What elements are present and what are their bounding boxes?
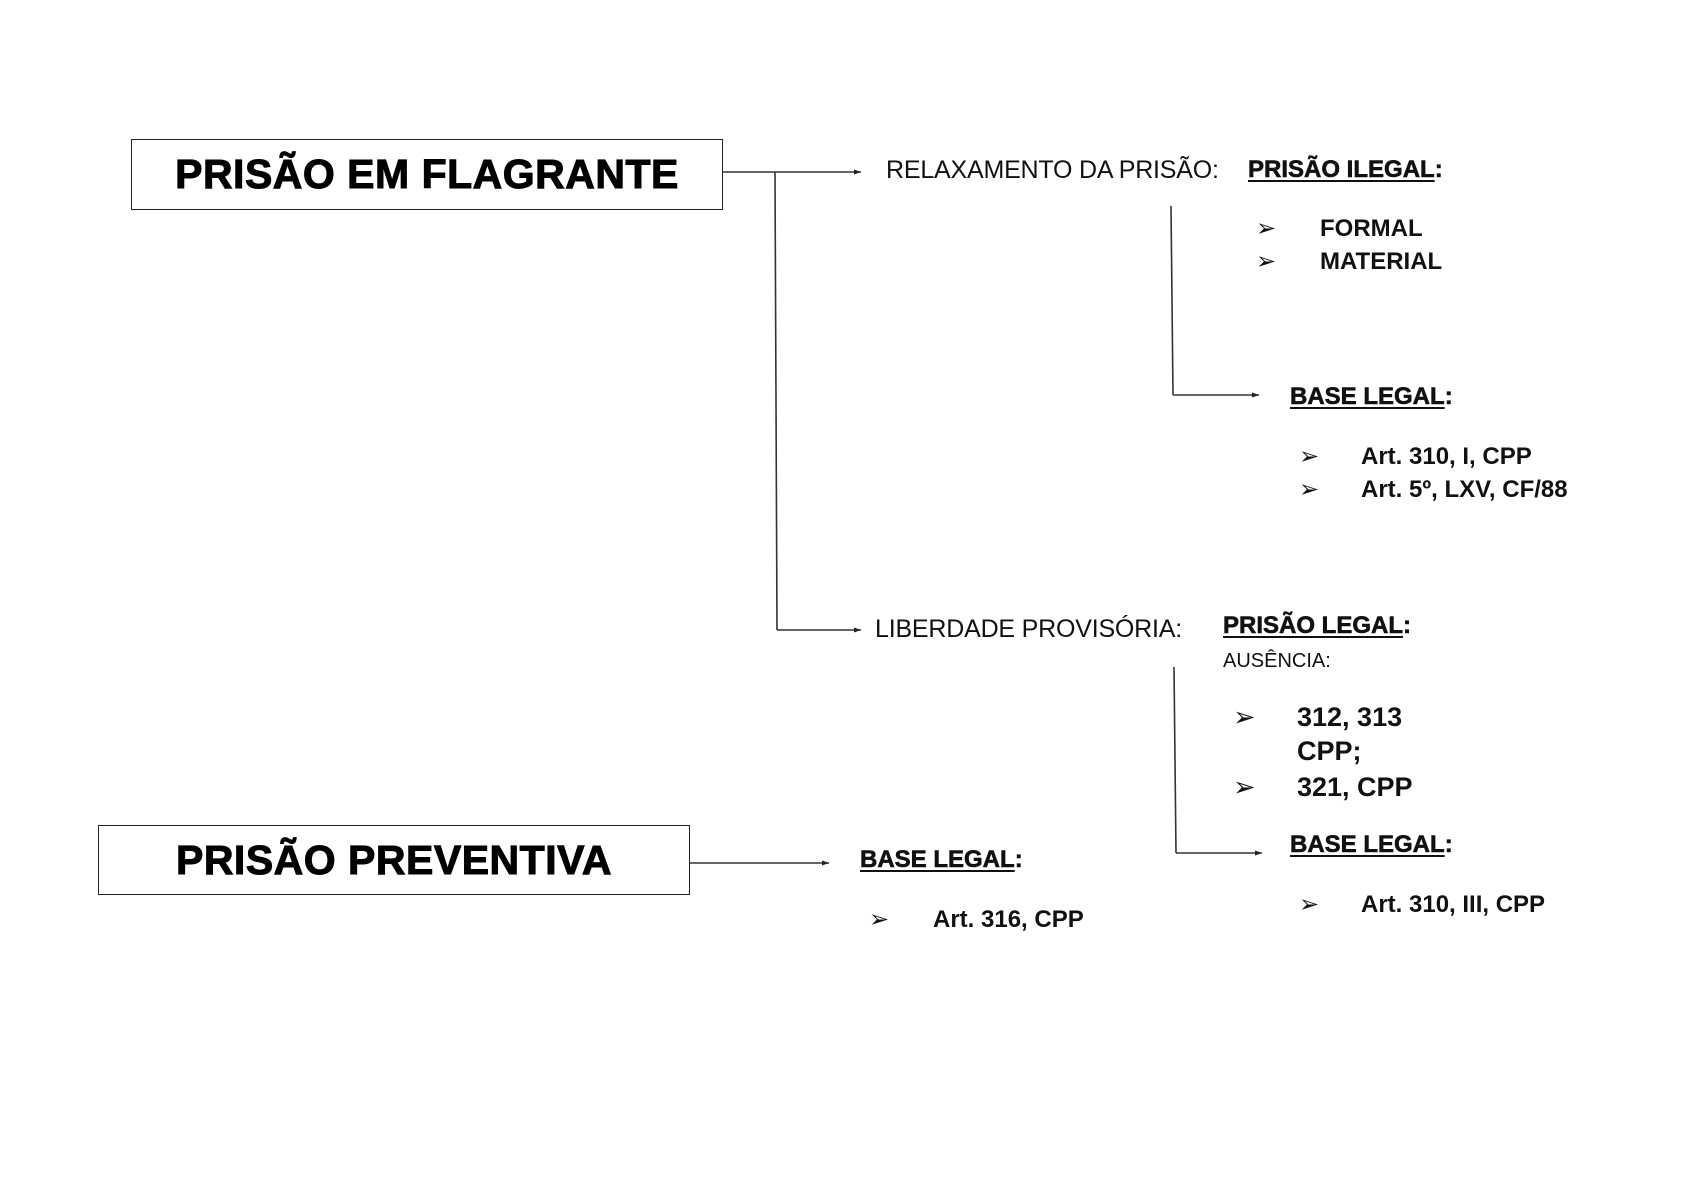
base-legal-item: Art. 310, III, CPP: [1361, 891, 1546, 918]
base-legal-item: Art. 5º, LXV, CF/88: [1361, 476, 1568, 503]
flagrante-title: PRISÃO EM FLAGRANTE: [175, 151, 679, 197]
arrowhead-bullet-icon: ➢: [1256, 248, 1277, 275]
base-legal-item: Art. 310, I, CPP: [1361, 443, 1532, 470]
list-item: [1299, 888, 1545, 921]
list-item: [1233, 770, 1413, 804]
arrowhead-bullet-icon: ➢: [1299, 891, 1320, 918]
prisao-ilegal-text: PRISÃO ILEGAL: [1248, 156, 1435, 183]
prisao-legal-text: PRISÃO LEGAL: [1223, 612, 1404, 639]
arrowhead-bullet-icon: ➢: [1299, 476, 1320, 503]
preventiva-base-legal-heading: [860, 846, 1023, 874]
ausencia-subheading: AUSÊNCIA:: [1223, 650, 1331, 672]
ausencia-item: 312, 313 CPP;: [1297, 702, 1403, 766]
list-item: [1256, 212, 1442, 245]
liberdade-base-legal-heading: [1290, 831, 1453, 859]
liberdade-base-legal-list: [1299, 888, 1545, 921]
base-legal-text: BASE LEGAL: [860, 846, 1015, 873]
relaxamento-label: RELAXAMENTO DA PRISÃO:: [886, 156, 1219, 184]
trunk-liberdade: [1174, 667, 1176, 853]
list-item: [869, 903, 1084, 936]
list-item: [1233, 700, 1413, 768]
arrowhead-bullet-icon: ➢: [869, 906, 890, 933]
list-item: [1299, 440, 1568, 473]
ilegal-type-material: MATERIAL: [1320, 248, 1443, 275]
prisao-legal-heading: [1223, 612, 1411, 640]
arrowhead-bullet-icon: ➢: [1233, 702, 1256, 732]
liberdade-label: LIBERDADE PROVISÓRIA:: [875, 615, 1182, 643]
trunk-relaxamento: [1171, 206, 1173, 395]
prisao-ilegal-colon: :: [1434, 156, 1443, 183]
prisao-ilegal-heading: [1248, 156, 1443, 184]
list-item: [1256, 245, 1442, 278]
relaxamento-base-legal-heading: [1290, 383, 1453, 411]
ausencia-item: 321, CPP: [1297, 772, 1413, 802]
ilegal-types-list: [1256, 212, 1442, 278]
prisao-legal-colon: :: [1403, 612, 1412, 639]
preventiva-title: PRISÃO PREVENTIVA: [175, 836, 613, 883]
base-legal-text: BASE LEGAL: [1290, 383, 1445, 410]
preventiva-base-legal-list: [869, 903, 1084, 936]
base-legal-text: BASE LEGAL: [1290, 831, 1445, 858]
arrowhead-bullet-icon: ➢: [1233, 772, 1256, 802]
relaxamento-base-legal-list: [1299, 440, 1568, 506]
base-legal-item: Art. 316, CPP: [933, 906, 1084, 933]
ausencia-list: [1233, 700, 1413, 804]
arrowhead-bullet-icon: ➢: [1256, 215, 1277, 242]
preventiva-box: [98, 825, 690, 895]
list-item: [1299, 473, 1568, 506]
base-legal-colon: :: [1444, 831, 1453, 858]
ilegal-type-formal: FORMAL: [1320, 215, 1423, 242]
flagrante-box: [131, 139, 723, 210]
trunk-flagrante: [775, 172, 777, 630]
base-legal-colon: :: [1014, 846, 1023, 873]
arrowhead-bullet-icon: ➢: [1299, 443, 1320, 470]
base-legal-colon: :: [1444, 383, 1453, 410]
